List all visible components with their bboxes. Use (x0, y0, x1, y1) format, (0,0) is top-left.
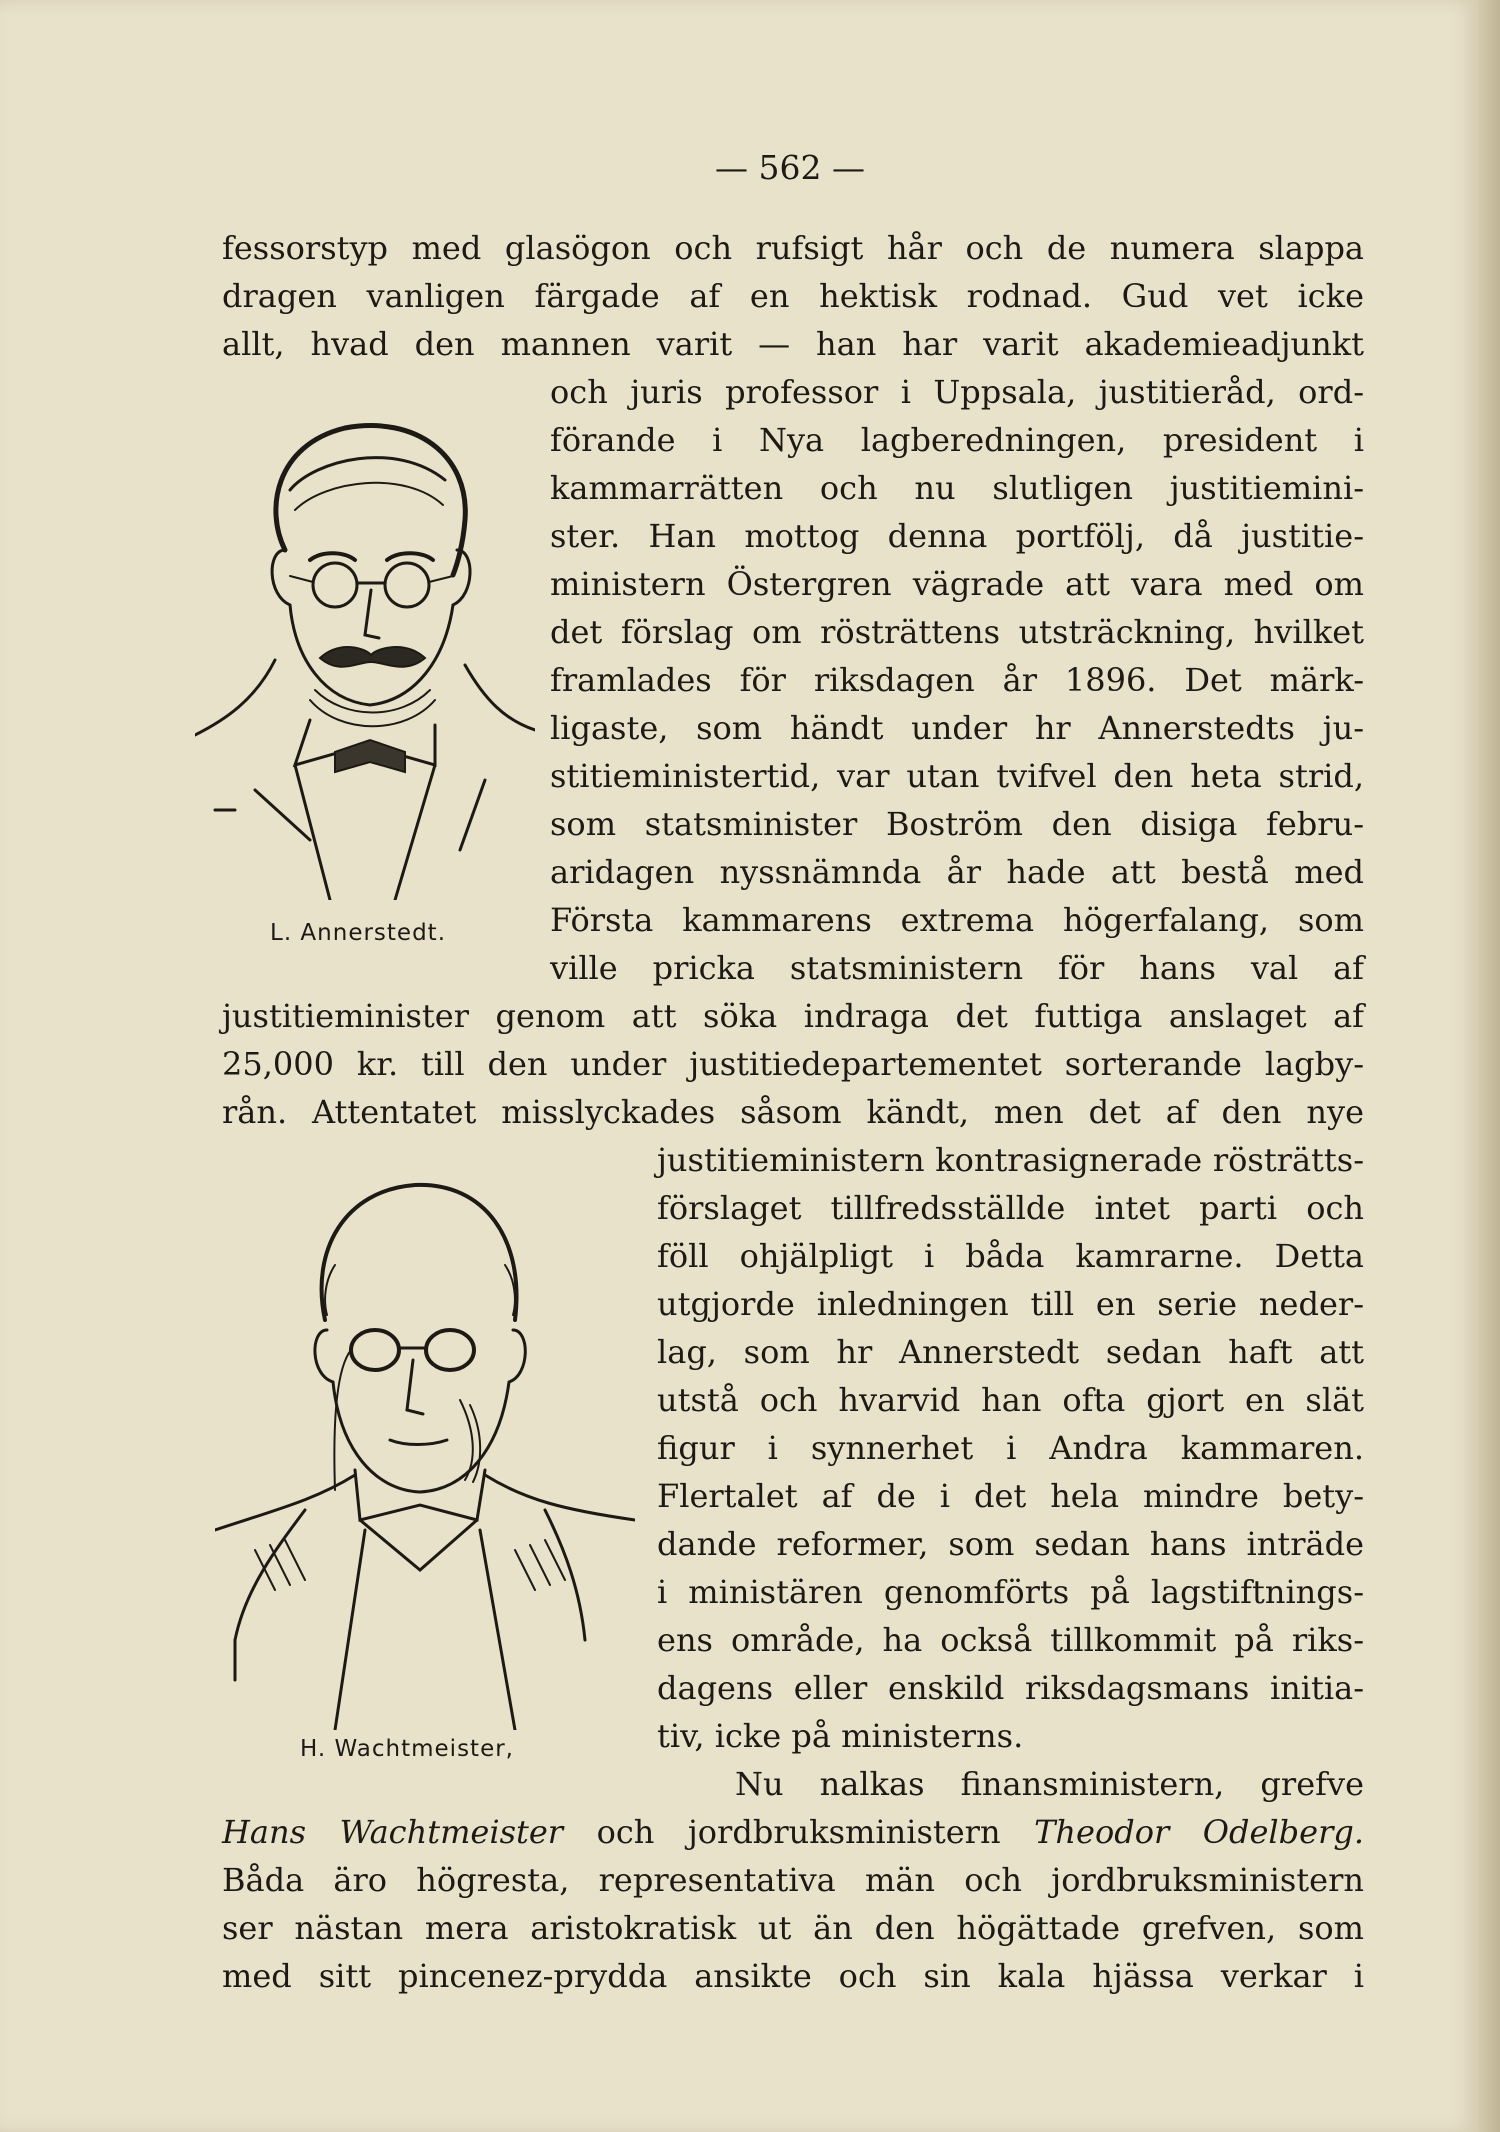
text-line: dagens eller enskild riksdagsmans initia- (657, 1669, 1364, 1707)
text-line: ligaste, som händt under hr Annerstedts ju- (550, 709, 1364, 747)
text-line: lag, som hr Annerstedt sedan haft att (657, 1333, 1364, 1371)
text-line: framlades för riksdagen år 1896. Det märk- (550, 661, 1364, 699)
text-line: i ministären genomförts på lagstiftnings- (657, 1573, 1364, 1611)
text-line: ens område, ha också tillkommit på riks- (657, 1621, 1364, 1659)
text-line: allt, hvad den mannen varit — han har varit akademieadjunkt (222, 325, 1364, 363)
text-line: Flertalet af de i det hela mindre bety- (657, 1477, 1364, 1515)
portrait-annerstedt-drawing (195, 400, 535, 900)
text-line: med sitt pincenez-prydda ansikte och sin kala hjässa verkar i (222, 1957, 1364, 1995)
text-line: det förslag om rösträttens utsträckning, hvilket (550, 613, 1364, 651)
text-och-jordbruksministern: och jordbruksministern (596, 1813, 1001, 1851)
text-line: Nu nalkas finansministern, grefve (735, 1765, 1364, 1803)
text-line: dragen vanligen färgade af en hektisk rodnad. Gud vet icke (222, 277, 1364, 315)
text-line: Båda äro högresta, representativa män och jordbruksministern (222, 1861, 1364, 1899)
portrait-wachtmeister-drawing (215, 1170, 635, 1730)
portrait-wachtmeister (215, 1170, 635, 1730)
text-line: figur i synnerhet i Andra kammaren. (657, 1429, 1364, 1467)
text-line: utstå och hvarvid han ofta gjort en slät (657, 1381, 1364, 1419)
text-line: förslaget tillfredsställde intet parti och (657, 1189, 1364, 1227)
text-line: aridagen nyssnämnda år hade att bestå med (550, 853, 1364, 891)
text-line: ministern Östergren vägrade att vara med om (550, 565, 1364, 603)
caption-annerstedt: L. Annerstedt. (270, 920, 447, 946)
page-edge (1478, 0, 1500, 2132)
text-line: föll ohjälpligt i båda kamrarne. Detta (657, 1237, 1364, 1275)
text-line: förande i Nya lagberedningen, president i (550, 421, 1364, 459)
text-line: fessorstyp med glasögon och rufsigt hår och de numera slappa (222, 229, 1364, 267)
name-theodor-odelberg: Theodor Odelberg. (1034, 1813, 1365, 1851)
page-number: — 562 — (715, 148, 865, 187)
text-line: 25,000 kr. till den under justitiedepartementet sorterande lagby- (222, 1045, 1364, 1083)
text-line: tiv, icke på ministerns. (657, 1717, 1024, 1755)
text-line: stitieministertid, var utan tvifvel den heta strid, (550, 757, 1364, 795)
text-line: Första kammarens extrema högerfalang, som (550, 901, 1364, 939)
text-line: ster. Han mottog denna portfölj, då justitie- (550, 517, 1364, 555)
name-hans-wachtmeister: Hans Wachtmeister (222, 1813, 564, 1851)
text-line-names (222, 1808, 1364, 1856)
caption-wachtmeister: H. Wachtmeister, (300, 1736, 514, 1762)
portrait-annerstedt (195, 400, 535, 900)
text-line: kammarrätten och nu slutligen justitiemini- (550, 469, 1364, 507)
text-line: utgjorde inledningen till en serie neder- (657, 1285, 1364, 1323)
text-line: dande reformer, som sedan hans inträde (657, 1525, 1364, 1563)
text-line: som statsminister Boström den disiga febru- (550, 805, 1364, 843)
text-line: justitieministern kontrasignerade rösträtts- (657, 1141, 1364, 1179)
text-line: och juris professor i Uppsala, justitieråd, ord- (550, 373, 1364, 411)
text-line: rån. Attentatet misslyckades såsom kändt, men det af den nye (222, 1093, 1364, 1131)
text-line: justitieminister genom att söka indraga det futtiga anslaget af (222, 997, 1364, 1035)
text-line: ser nästan mera aristokratisk ut än den högättade grefven, som (222, 1909, 1364, 1947)
text-line: ville pricka statsministern för hans val af (550, 949, 1364, 987)
